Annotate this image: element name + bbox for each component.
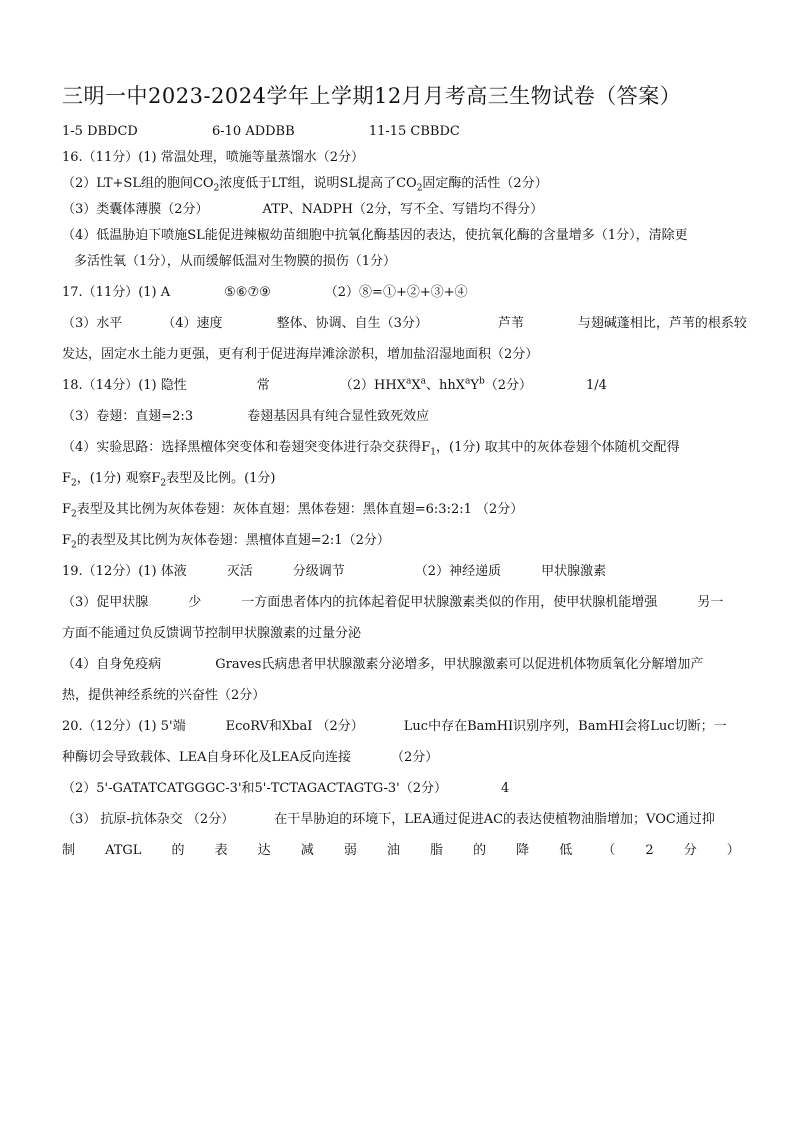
mc-answers-6-10: 6-10 ADDBB (211, 124, 295, 139)
q16-line-2: （2）LT+SL组的胞间$CO_2$浓度低于LT组，说明SL提高了$CO_2$固定酶的活性（2分） (62, 176, 548, 194)
q19-line-3: 方面不能通过负反馈调节控制甲状腺激素的过量分泌 (62, 626, 362, 641)
q18-line-6: $F_2$的表型及其比例为灰体卷翅：黑檀体直翅=2:1（2分） (62, 533, 390, 551)
q20-line-4: （3） 抗原-抗体杂交 （2分） 在干旱胁迫的环境下，LEA通过促进AC的表达使植物油脂增加；VOC通过抑 (62, 812, 715, 827)
q19-line-4: （4）自身免疫病 Graves氏病患者甲状腺激素分泌增多，甲状腺激素可以促进机体物质氧化分解增加产 (62, 657, 704, 672)
q18-line-4: $F_2$，(1分) 观察$F_2$表型及比例。(1分) (62, 471, 276, 489)
q17-line-3: 发达，固定水土能力更强，更有利于促进海岸滩涂淤积，增加盐沼湿地面积（2分） (62, 347, 539, 362)
q18-line-1: 18.（14分）(1) 隐性 常 $(2)HHX^aX^a$、$hhX^aY^b(2$分） 1/4 (62, 376, 607, 393)
q19-line-5: 热，提供神经系统的兴奋性（2分） (62, 688, 266, 703)
mc-answers-11-15: 11-15 CBBDC (368, 124, 460, 139)
q18-line-5: $F_2$表型及其比例为灰体卷翅：灰体直翅：黑体卷翅：黑体直翅=6:3:2:1 （2分） (62, 502, 524, 520)
mc-answers-1-5: 1-5 DBDCD (62, 124, 138, 139)
q18-line-2: （3）卷翅：直翅=2:3 卷翅基因具有纯合显性致死效应 (62, 409, 430, 424)
page-title: 三明一中2023-2024学年上学期12月月考高三生物试卷（答案） (62, 84, 682, 108)
q18-line-3: （4）实验思路：选择黑檀体突变体和卷翅突变体进行杂交获得$F_1$，(1分) 取其中的灰体卷翅个体随机交配得 (62, 440, 680, 458)
q20-line-1: 20.（12分）(1) 5'端 EcoRV和XbaI （2分） Luc中存在BamHI识别序列，BamHI会将Luc切断；一 (62, 719, 727, 734)
q20-line-5: 制 ATGL 的 表 达 减 弱 油 脂 的 降 低 （ 2 分 ） (62, 843, 740, 858)
q16-line-3: （3）类囊体薄膜（2分） ATP、NADPH（2分，写不全、写错均不得分） (62, 202, 544, 217)
q17-line-2: （3）水平 （4）速度 整体、协调、自生（3分） 芦苇 与翅碱蓬相比，芦苇的根系较 (62, 316, 747, 331)
q16-line-1: 16.（11分）(1) 常温处理，喷施等量蒸馏水（2分） (62, 150, 365, 165)
q16-line-4: （4）低温胁迫下喷施SL能促进辣椒幼苗细胞中抗氧化酶基因的表达，使抗氧化酶的含量增多（1分），清除更 (62, 228, 688, 243)
multiple-choice-answers (62, 124, 740, 140)
q19-line-1: 19.（12分）(1) 体液 灭活 分级调节 （2）神经递质 甲状腺激素 (62, 564, 607, 579)
q20-line-2: 种酶切会导致载体、LEA自身环化及LEA反向连接 （2分） (62, 750, 439, 765)
q20-line-3: （2）5'-GATATCATGGGC-3'和5'-TCTAGACTAGTG-3'（2分） 4 (62, 781, 510, 796)
answer-sheet (62, 80, 747, 874)
q16-line-5: 多活性氧（1分），从而缓解低温对生物膜的损伤（1分） (74, 254, 397, 269)
q17-line-1: 17.（11分）(1) A ⑤⑥⑦⑨ （2）⑧=①+②+③+④ (62, 285, 468, 300)
q19-line-2: （3）促甲状腺 少 一方面患者体内的抗体起着促甲状腺激素类似的作用，使甲状腺机能增强 另一 (62, 595, 724, 610)
